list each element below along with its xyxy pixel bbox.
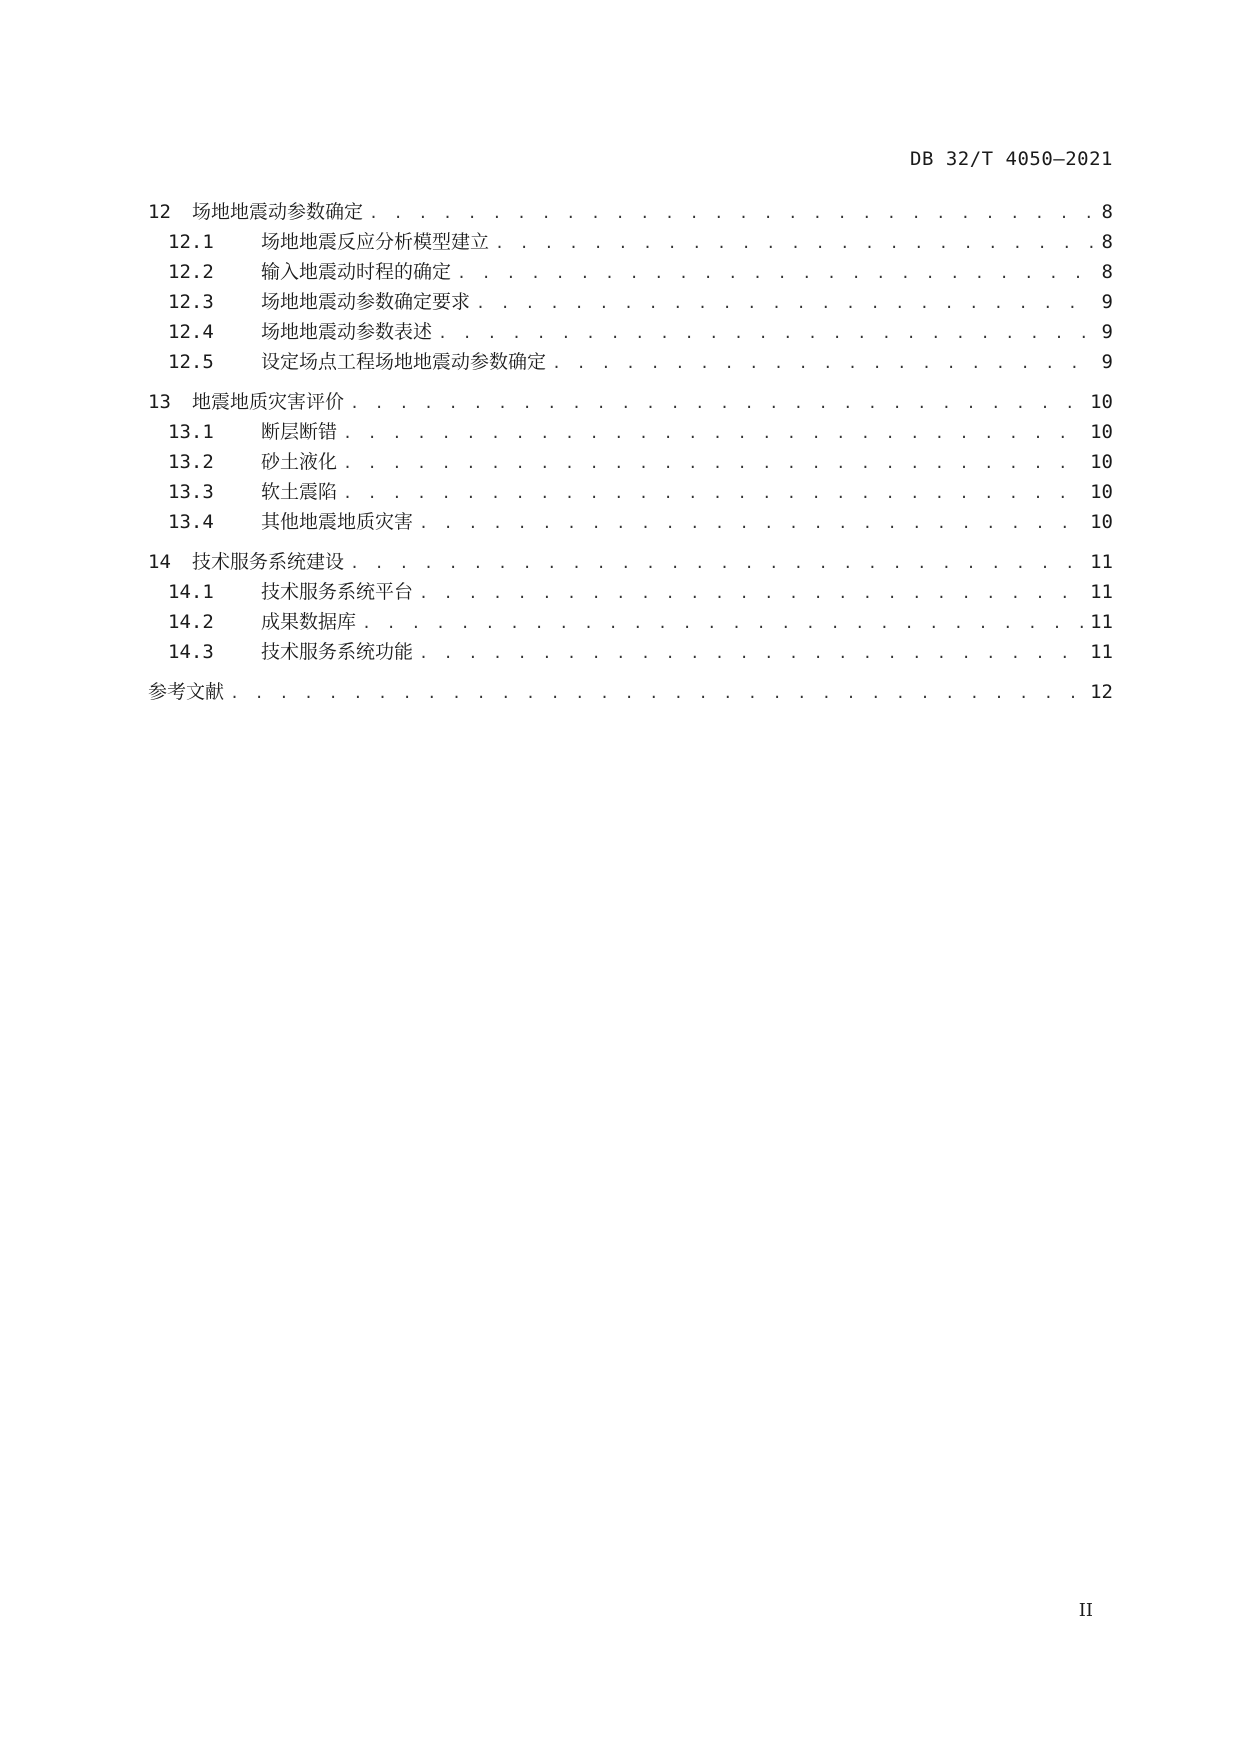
toc-dot-leader bbox=[350, 389, 1084, 418]
toc-entry-title: 技术服务系统平台 bbox=[261, 581, 414, 603]
toc-entry[interactable] bbox=[148, 318, 1113, 348]
toc-entry-title: 参考文献 bbox=[148, 681, 225, 703]
toc-entry[interactable] bbox=[148, 198, 1113, 228]
toc-dot-leader bbox=[230, 679, 1084, 708]
toc-entry-number: 14.2 bbox=[168, 611, 214, 633]
toc-entry-title: 输入地震动时程的确定 bbox=[261, 261, 452, 283]
toc-entry-page: 11 bbox=[1090, 611, 1113, 633]
toc-entry-page: 10 bbox=[1090, 451, 1113, 473]
toc-entry[interactable] bbox=[148, 228, 1113, 258]
toc-dot-leader bbox=[419, 639, 1084, 668]
page-number: II bbox=[1078, 1600, 1093, 1621]
toc-entry-page: 8 bbox=[1101, 231, 1113, 253]
toc-entry-title: 技术服务系统建设 bbox=[192, 551, 345, 573]
toc-entry-title: 场地地震反应分析模型建立 bbox=[261, 231, 490, 253]
toc-dot-leader bbox=[495, 229, 1095, 258]
toc-entry-number: 12 bbox=[148, 201, 171, 223]
toc-entry-title: 场地地震动参数确定要求 bbox=[261, 291, 471, 313]
toc-entry-number: 13.4 bbox=[168, 511, 214, 533]
toc-entry[interactable] bbox=[148, 608, 1113, 638]
toc-entry-title: 技术服务系统功能 bbox=[261, 641, 414, 663]
toc-entry-number: 12.2 bbox=[168, 261, 214, 283]
toc-entry-number: 13 bbox=[148, 391, 171, 413]
toc-entry-number: 14 bbox=[148, 551, 171, 573]
document-id: DB 32/T 4050—2021 bbox=[910, 148, 1113, 170]
toc-dot-leader bbox=[343, 479, 1084, 508]
toc-dot-leader bbox=[350, 549, 1084, 578]
toc-entry-page: 11 bbox=[1090, 641, 1113, 663]
toc-entry-page: 8 bbox=[1101, 261, 1113, 283]
toc-entry[interactable] bbox=[148, 678, 1113, 708]
toc-entry-number: 14.3 bbox=[168, 641, 214, 663]
toc-entry-page: 12 bbox=[1090, 681, 1113, 703]
toc-entry-page: 11 bbox=[1090, 581, 1113, 603]
toc-dot-leader bbox=[362, 609, 1084, 638]
toc-dot-leader bbox=[457, 259, 1095, 288]
toc-entry-page: 10 bbox=[1090, 511, 1113, 533]
toc-entry[interactable] bbox=[148, 258, 1113, 288]
toc-dot-leader bbox=[438, 319, 1095, 348]
toc-entry[interactable] bbox=[148, 638, 1113, 668]
toc-dot-leader bbox=[369, 199, 1095, 228]
toc-entry-title: 设定场点工程场地地震动参数确定 bbox=[261, 351, 547, 373]
toc-entry[interactable] bbox=[148, 348, 1113, 378]
toc-entry-number: 13.2 bbox=[168, 451, 214, 473]
toc-entry[interactable] bbox=[148, 508, 1113, 538]
toc-entry-number: 12.3 bbox=[168, 291, 214, 313]
toc-dot-leader bbox=[419, 509, 1084, 538]
toc-entry-title: 其他地震地质灾害 bbox=[261, 511, 414, 533]
toc-entry-number: 12.4 bbox=[168, 321, 214, 343]
toc-dot-leader bbox=[343, 419, 1084, 448]
toc-entry-page: 10 bbox=[1090, 481, 1113, 503]
toc-entry-page: 9 bbox=[1101, 291, 1113, 313]
table-of-contents bbox=[148, 198, 1113, 708]
toc-entry-number: 14.1 bbox=[168, 581, 214, 603]
toc-entry-page: 10 bbox=[1090, 421, 1113, 443]
toc-entry-title: 地震地质灾害评价 bbox=[192, 391, 345, 413]
toc-entry-title: 场地地震动参数表述 bbox=[261, 321, 433, 343]
toc-entry-title: 成果数据库 bbox=[261, 611, 357, 633]
toc-dot-leader bbox=[476, 289, 1095, 318]
toc-entry-title: 软土震陷 bbox=[261, 481, 338, 503]
toc-dot-leader bbox=[552, 349, 1095, 378]
toc-entry[interactable] bbox=[148, 478, 1113, 508]
toc-entry[interactable] bbox=[148, 548, 1113, 578]
toc-entry[interactable] bbox=[148, 578, 1113, 608]
toc-entry[interactable] bbox=[148, 418, 1113, 448]
toc-entry-number: 13.1 bbox=[168, 421, 214, 443]
toc-entry-page: 9 bbox=[1101, 351, 1113, 373]
toc-entry-number: 12.5 bbox=[168, 351, 214, 373]
toc-entry-page: 11 bbox=[1090, 551, 1113, 573]
toc-dot-leader bbox=[343, 449, 1084, 478]
toc-entry-page: 9 bbox=[1101, 321, 1113, 343]
toc-entry[interactable] bbox=[148, 448, 1113, 478]
toc-entry-number: 13.3 bbox=[168, 481, 214, 503]
toc-dot-leader bbox=[419, 579, 1084, 608]
toc-entry-title: 砂土液化 bbox=[261, 451, 338, 473]
toc-entry-number: 12.1 bbox=[168, 231, 214, 253]
toc-entry[interactable] bbox=[148, 288, 1113, 318]
toc-entry[interactable] bbox=[148, 388, 1113, 418]
toc-entry-page: 8 bbox=[1101, 201, 1113, 223]
toc-entry-title: 场地地震动参数确定 bbox=[192, 201, 364, 223]
toc-entry-title: 断层断错 bbox=[261, 421, 338, 443]
toc-entry-page: 10 bbox=[1090, 391, 1113, 413]
